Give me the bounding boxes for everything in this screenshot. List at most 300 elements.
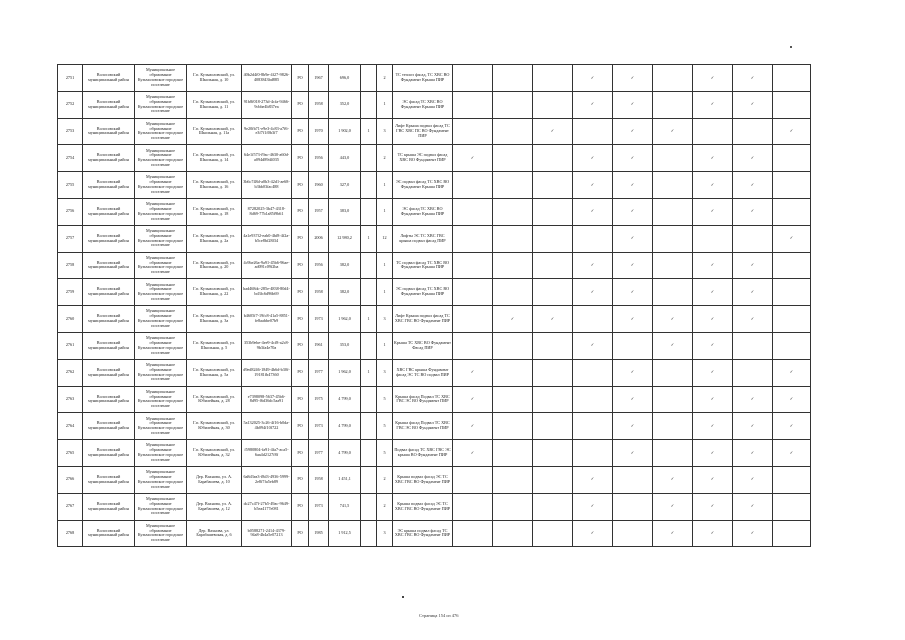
row-number: 2767 [58,493,83,520]
empty-check-cell [533,332,573,359]
area-cell: 352,0 [329,91,361,118]
guid-cell: 5a132025-3c26-4f16-b0da-4b094f10f722 [242,413,292,440]
settlement-cell: Муниципальное образование Кузьмоловское городское поселение [135,91,187,118]
entrances-cell: 5 [377,386,393,413]
address-cell: Г.п. Кузьмоловский, ул. Юбилейная, д. 28 [187,386,242,413]
empty-check-cell [533,198,573,225]
table-row [58,65,811,92]
systems-cell: ЭС фасад ТС ХВС ВО Фундамент Крыша ПИР [393,91,453,118]
check-mark-icon: ✓ [613,198,653,225]
check-mark-icon: ✓ [573,493,613,520]
check-mark-icon: ✓ [613,279,653,306]
guid-cell: 9e20fb71-e9e3-4c83-a7f6-e3f7f1f0b3f7 [242,118,292,145]
empty-check-cell [533,466,573,493]
guid-cell: bad468dc-285e-4838-80d4-bd3fc6d96b69 [242,279,292,306]
ownership-type-cell: PO [292,145,309,172]
year-cell: 1975 [309,386,329,413]
table-row [58,306,811,333]
check-mark-icon: ✓ [733,493,773,520]
empty-check-cell [773,493,811,520]
check-mark-icon: ✓ [733,520,773,547]
check-mark-icon: ✓ [653,118,693,145]
table-row [58,145,811,172]
entrances-cell: 1 [377,198,393,225]
district-cell: Волосовский муниципальный район [83,386,135,413]
entrances-cell: 5 [377,440,393,467]
check-mark-icon: ✓ [773,413,811,440]
table-row [58,332,811,359]
district-cell: Волосовский муниципальный район [83,520,135,547]
empty-check-cell [733,225,773,252]
systems-cell: Крыша фасад Подвал ТС ХВС ГВС ЭС ВО Фундамент ПИР [393,413,453,440]
settlement-cell: Муниципальное образование Кузьмоловское городское поселение [135,198,187,225]
empty-check-cell [653,252,693,279]
check-mark-icon: ✓ [733,252,773,279]
year-cell: 1967 [309,65,329,92]
row-number: 2757 [58,225,83,252]
empty-check-cell [493,65,533,92]
page-footer: Страница 154 из 476 [419,613,459,618]
empty-check-cell [653,65,693,92]
table-row [58,413,811,440]
district-cell: Волосовский муниципальный район [83,493,135,520]
ownership-type-cell: PO [292,279,309,306]
empty-check-cell [773,145,811,172]
district-cell: Волосовский муниципальный район [83,118,135,145]
address-cell: Г.п. Кузьмоловский, ул. Школьная, д. 18 [187,198,242,225]
ownership-type-cell: PO [292,225,309,252]
table-row [58,520,811,547]
lifts-cell [361,91,377,118]
guid-cell: 40b2d4f0-8b9e-4f27-9826-4083843bd885 [242,65,292,92]
entrances-cell: 1 [377,279,393,306]
check-mark-icon: ✓ [693,440,733,467]
empty-check-cell [653,359,693,386]
year-cell: 2006 [309,225,329,252]
check-mark-icon: ✓ [613,306,653,333]
empty-check-cell [573,306,613,333]
district-cell: Волосовский муниципальный район [83,413,135,440]
district-cell: Волосовский муниципальный район [83,145,135,172]
ownership-type-cell: PO [292,466,309,493]
district-cell: Волосовский муниципальный район [83,279,135,306]
empty-check-cell [573,118,613,145]
page-dot-mark [402,596,404,598]
settlement-cell: Муниципальное образование Кузьмоловское городское поселение [135,252,187,279]
empty-check-cell [493,225,533,252]
settlement-cell: Муниципальное образование Кузьмоловское городское поселение [135,65,187,92]
empty-check-cell [573,440,613,467]
row-number: 2762 [58,359,83,386]
empty-check-cell [533,252,573,279]
systems-cell: ТС подвал фасад ТС ХВС ВО Фундамент Крыша ПИР [393,252,453,279]
ownership-type-cell: PO [292,520,309,547]
empty-check-cell [773,306,811,333]
check-mark-icon: ✓ [613,91,653,118]
entrances-cell: 3 [377,118,393,145]
year-cell: 1957 [309,198,329,225]
empty-check-cell [653,386,693,413]
entrances-cell: 1 [377,252,393,279]
check-mark-icon: ✓ [573,520,613,547]
district-cell: Волосовский муниципальный район [83,332,135,359]
area-cell: 1 451,1 [329,466,361,493]
ownership-type-cell: PO [292,65,309,92]
systems-cell: Лифты ЭС ТС ХВС ГВС крыша подвал фасад ПИР [393,225,453,252]
empty-check-cell [453,332,493,359]
address-cell: Г.п. Кузьмоловский, ул. Школьная, д. 20 [187,252,242,279]
check-mark-icon: ✓ [493,306,533,333]
guid-cell: d9ed8246-1849-4b6d-b30f-19181fb47360 [242,359,292,386]
empty-check-cell [453,520,493,547]
year-cell: 1973 [309,493,329,520]
table-row [58,440,811,467]
empty-check-cell [653,279,693,306]
district-cell: Волосовский муниципальный район [83,198,135,225]
area-cell: 382,0 [329,252,361,279]
ownership-type-cell: PO [292,306,309,333]
row-number: 2761 [58,332,83,359]
check-mark-icon: ✓ [653,466,693,493]
settlement-cell: Муниципальное образование Кузьмоловское городское поселение [135,493,187,520]
address-cell: Г.п. Кузьмоловский, ул. Юбилейная, д. 32 [187,440,242,467]
empty-check-cell [533,65,573,92]
address-cell: Г.п. Кузьмоловский, ул. Школьная, д. 22 [187,279,242,306]
guid-cell: 4a1e937f2-eab0-4bf8-4f2a-b5ce8bf28f34 [242,225,292,252]
check-mark-icon: ✓ [533,306,573,333]
lifts-cell [361,520,377,547]
lifts-cell [361,172,377,199]
empty-check-cell [573,359,613,386]
district-cell: Волосовский муниципальный район [83,440,135,467]
district-cell: Волосовский муниципальный район [83,172,135,199]
check-mark-icon: ✓ [733,279,773,306]
empty-check-cell [533,413,573,440]
area-cell: 353,0 [329,332,361,359]
check-mark-icon: ✓ [733,413,773,440]
check-mark-icon: ✓ [453,386,493,413]
settlement-cell: Муниципальное образование Кузьмоловское городское поселение [135,306,187,333]
year-cell: 1977 [309,359,329,386]
empty-check-cell [773,65,811,92]
district-cell: Волосовский муниципальный район [83,252,135,279]
check-mark-icon: ✓ [613,413,653,440]
check-mark-icon: ✓ [613,386,653,413]
check-mark-icon: ✓ [613,118,653,145]
empty-check-cell [573,225,613,252]
district-cell: Волосовский муниципальный район [83,359,135,386]
empty-check-cell [573,386,613,413]
check-mark-icon: ✓ [693,306,733,333]
guid-cell: b4605f7-19fc8-41a5-8851-fe8aabbe07b9 [242,306,292,333]
page-dot-mark [790,46,792,48]
check-mark-icon: ✓ [573,252,613,279]
systems-cell: Лифт Крыша подвал фасад ТС ГВС ХВС ПС ВО Фундамент ПИР [393,118,453,145]
empty-check-cell [733,118,773,145]
settlement-cell: Муниципальное образование Кузьмоловское городское поселение [135,520,187,547]
ownership-type-cell: PO [292,413,309,440]
lifts-cell [361,466,377,493]
empty-check-cell [773,520,811,547]
check-mark-icon: ✓ [653,520,693,547]
address-cell: Дер. Вахнова, ул. Барабашевская, д. 6 [187,520,242,547]
settlement-cell: Муниципальное образование Кузьмоловское городское поселение [135,145,187,172]
district-cell: Волосовский муниципальный район [83,91,135,118]
row-number: 2751 [58,65,83,92]
empty-check-cell [653,198,693,225]
check-mark-icon: ✓ [693,413,733,440]
area-cell: 383,0 [329,198,361,225]
empty-check-cell [533,359,573,386]
check-mark-icon: ✓ [733,306,773,333]
address-cell: Дер. Вахнова, ул. А. Барабашева, д. 10 [187,466,242,493]
lifts-cell [361,279,377,306]
check-mark-icon: ✓ [693,332,733,359]
address-cell: Г.п. Кузьмоловский, ул. Школьная, д. 14 [187,145,242,172]
check-mark-icon: ✓ [573,65,613,92]
empty-check-cell [773,466,811,493]
check-mark-icon: ✓ [573,145,613,172]
empty-check-cell [733,359,773,386]
empty-check-cell [773,91,811,118]
area-cell: 4 799,0 [329,413,361,440]
systems-cell: Крыша ТС ХВС ВО Фундамент Фасад ПИР [393,332,453,359]
row-number: 2753 [58,118,83,145]
systems-cell: ЭС фасад ТС ХВС ВО Фундамент Крыша ПИР [393,198,453,225]
check-mark-icon: ✓ [653,493,693,520]
entrances-cell: 1 [377,172,393,199]
check-mark-icon: ✓ [453,440,493,467]
check-mark-icon: ✓ [613,440,653,467]
empty-check-cell [493,118,533,145]
check-mark-icon: ✓ [733,198,773,225]
systems-cell: ТС теплоэ фасад, ТС ХВС ВО Фундамент Крыша ПИР [393,65,453,92]
check-mark-icon: ✓ [573,466,613,493]
empty-check-cell [693,225,733,252]
entrances-cell: 5 [377,413,393,440]
check-mark-icon: ✓ [653,306,693,333]
area-cell: 4 799,0 [329,440,361,467]
lifts-cell [361,252,377,279]
empty-check-cell [493,359,533,386]
address-cell: Г.п. Кузьмоловский, ул. Школьная, д. 11 [187,91,242,118]
empty-check-cell [493,440,533,467]
check-mark-icon: ✓ [773,118,811,145]
empty-check-cell [533,279,573,306]
lifts-cell: 1 [361,359,377,386]
guid-cell: 6a8d3ea3-f8d3-4936-5999-2e8f7fa5eb89 [242,466,292,493]
empty-check-cell [493,520,533,547]
guid-cell: 353b9ebe-4ee9-4cf8-a2c8-9b3fa4e70a [242,332,292,359]
table-row [58,359,811,386]
settlement-cell: Муниципальное образование Кузьмоловское городское поселение [135,466,187,493]
empty-check-cell [653,91,693,118]
empty-check-cell [613,520,653,547]
entrances-cell: 2 [377,466,393,493]
table-row [58,198,811,225]
empty-check-cell [453,306,493,333]
empty-check-cell [613,466,653,493]
check-mark-icon: ✓ [613,65,653,92]
entrances-cell: 12 [377,225,393,252]
area-cell: 1 902,0 [329,118,361,145]
address-cell: Г.п. Кузьмоловский, ул. Школьная, д. 2а [187,225,242,252]
guid-cell: e7398098-5637-45b6-8d95-f6d36dc5aa91 [242,386,292,413]
lifts-cell [361,332,377,359]
address-cell: Г.п. Кузьмоловский, ул. Школьная, д. 10 [187,65,242,92]
area-cell: 1 912,5 [329,520,361,547]
table-row [58,252,811,279]
lifts-cell [361,386,377,413]
empty-check-cell [453,172,493,199]
empty-check-cell [733,332,773,359]
check-mark-icon: ✓ [733,65,773,92]
table-row [58,386,811,413]
settlement-cell: Муниципальное образование Кузьмоловское городское поселение [135,332,187,359]
systems-cell: ЭС подвал фасад ТС ХВС ВО Фундамент Крыша ПИР [393,279,453,306]
area-cell: 4 799,0 [329,386,361,413]
check-mark-icon: ✓ [733,466,773,493]
entrances-cell: 2 [377,493,393,520]
year-cell: 1958 [309,279,329,306]
area-cell: 1 962,0 [329,306,361,333]
empty-check-cell [493,91,533,118]
systems-cell: ТС крыша ЭС подвал фасад ХВС ВО Фундамент ПИР [393,145,453,172]
settlement-cell: Муниципальное образование Кузьмоловское городское поселение [135,118,187,145]
year-cell: 1958 [309,466,329,493]
entrances-cell: 3 [377,306,393,333]
ownership-type-cell: PO [292,91,309,118]
systems-cell: Крыша подвал фасад ЭС ТС ХВС ГВС ВО Фундамент ПИР [393,493,453,520]
entrances-cell: 1 [377,91,393,118]
area-cell: 696,0 [329,65,361,92]
check-mark-icon: ✓ [693,520,733,547]
empty-check-cell [493,252,533,279]
address-cell: Г.п. Кузьмоловский, ул. Юбилейная, д. 30 [187,413,242,440]
area-cell: 443,0 [329,145,361,172]
empty-check-cell [453,225,493,252]
area-cell: 741,5 [329,493,361,520]
systems-cell: Подвал фасад ТС ХВС ГВС ЭС крыша ВО Фундамент ПИР [393,440,453,467]
check-mark-icon: ✓ [773,359,811,386]
empty-check-cell [533,520,573,547]
empty-check-cell [573,413,613,440]
check-mark-icon: ✓ [693,359,733,386]
check-mark-icon: ✓ [773,386,811,413]
empty-check-cell [493,466,533,493]
address-cell: Г.п. Кузьмоловский, ул. Школьная, д. 11а [187,118,242,145]
guid-cell: dc27c47f-27b5-49ac-9649-b5ea4177e081 [242,493,292,520]
check-mark-icon: ✓ [693,198,733,225]
guid-cell: 4c9be26a-9a91-45b6-96ae-ad091c09f2ba [242,252,292,279]
empty-check-cell [533,145,573,172]
check-mark-icon: ✓ [613,252,653,279]
housing-register-table [57,64,811,547]
ownership-type-cell: PO [292,332,309,359]
table-row [58,172,811,199]
check-mark-icon: ✓ [613,225,653,252]
district-cell: Волосовский муниципальный район [83,225,135,252]
empty-check-cell [493,386,533,413]
district-cell: Волосовский муниципальный район [83,65,135,92]
check-mark-icon: ✓ [693,493,733,520]
area-cell: 12 980,2 [329,225,361,252]
settlement-cell: Муниципальное образование Кузьмоловское городское поселение [135,413,187,440]
district-cell: Волосовский муниципальный район [83,306,135,333]
check-mark-icon: ✓ [693,279,733,306]
empty-check-cell [653,172,693,199]
ownership-type-cell: PO [292,172,309,199]
empty-check-cell [653,440,693,467]
empty-check-cell [773,198,811,225]
lifts-cell [361,413,377,440]
empty-check-cell [773,252,811,279]
systems-cell: ХВС ГВС крыша Фундамент фасад ЭС ТС ВО подвал ПИР [393,359,453,386]
empty-check-cell [453,252,493,279]
check-mark-icon: ✓ [733,386,773,413]
check-mark-icon: ✓ [733,172,773,199]
empty-check-cell [773,279,811,306]
systems-cell: Крыша фасад Подвал ТС ХВС ГВС ЭС ВО Фундамент ПИР [393,386,453,413]
empty-check-cell [613,332,653,359]
guid-cell: 3b6c748d-a0b3-42d1-ae68-b3bb03fac488 [242,172,292,199]
empty-check-cell [493,198,533,225]
guid-cell: 87282025-3b47-4318-8d69-77b1a85f9b61 [242,198,292,225]
check-mark-icon: ✓ [693,65,733,92]
address-cell: Г.п. Кузьмоловский, ул. Школьная, д. 16 [187,172,242,199]
entrances-cell: 1 [377,332,393,359]
ownership-type-cell: PO [292,359,309,386]
address-cell: Г.п. Кузьмоловский, ул. Школьная, д. 5а [187,359,242,386]
systems-cell: ЭС подвал фасад ТС ХВС ВО Фундамент Крыша ПИР [393,172,453,199]
empty-check-cell [493,493,533,520]
empty-check-cell [533,91,573,118]
empty-check-cell [533,440,573,467]
systems-cell: Крыша подвал фасад ЭС ТС ХВС ГВС ВО Фундамент ПИР [393,466,453,493]
table-row [58,493,811,520]
lifts-cell: 1 [361,118,377,145]
area-cell: 382,0 [329,279,361,306]
row-number: 2764 [58,413,83,440]
year-cell: 1961 [309,332,329,359]
table-row [58,225,811,252]
check-mark-icon: ✓ [693,145,733,172]
row-number: 2760 [58,306,83,333]
district-cell: Волосовский муниципальный район [83,466,135,493]
empty-check-cell [653,225,693,252]
settlement-cell: Муниципальное образование Кузьмоловское городское поселение [135,172,187,199]
check-mark-icon: ✓ [733,440,773,467]
empty-check-cell [493,172,533,199]
empty-check-cell [533,172,573,199]
table-row [58,466,811,493]
check-mark-icon: ✓ [613,145,653,172]
row-number: 2755 [58,172,83,199]
year-cell: 1958 [309,91,329,118]
lifts-cell [361,145,377,172]
check-mark-icon: ✓ [693,172,733,199]
empty-check-cell [453,493,493,520]
row-number: 2752 [58,91,83,118]
guid-cell: b0588271-2414-4379-94a8-4b4a5e07213 [242,520,292,547]
check-mark-icon: ✓ [573,172,613,199]
guid-cell: 64e1f573-f9ac-4630-a60d-a094d89d4035 [242,145,292,172]
settlement-cell: Муниципальное образование Кузьмоловское городское поселение [135,440,187,467]
row-number: 2754 [58,145,83,172]
year-cell: 1960 [309,172,329,199]
check-mark-icon: ✓ [453,145,493,172]
year-cell: 1973 [309,413,329,440]
